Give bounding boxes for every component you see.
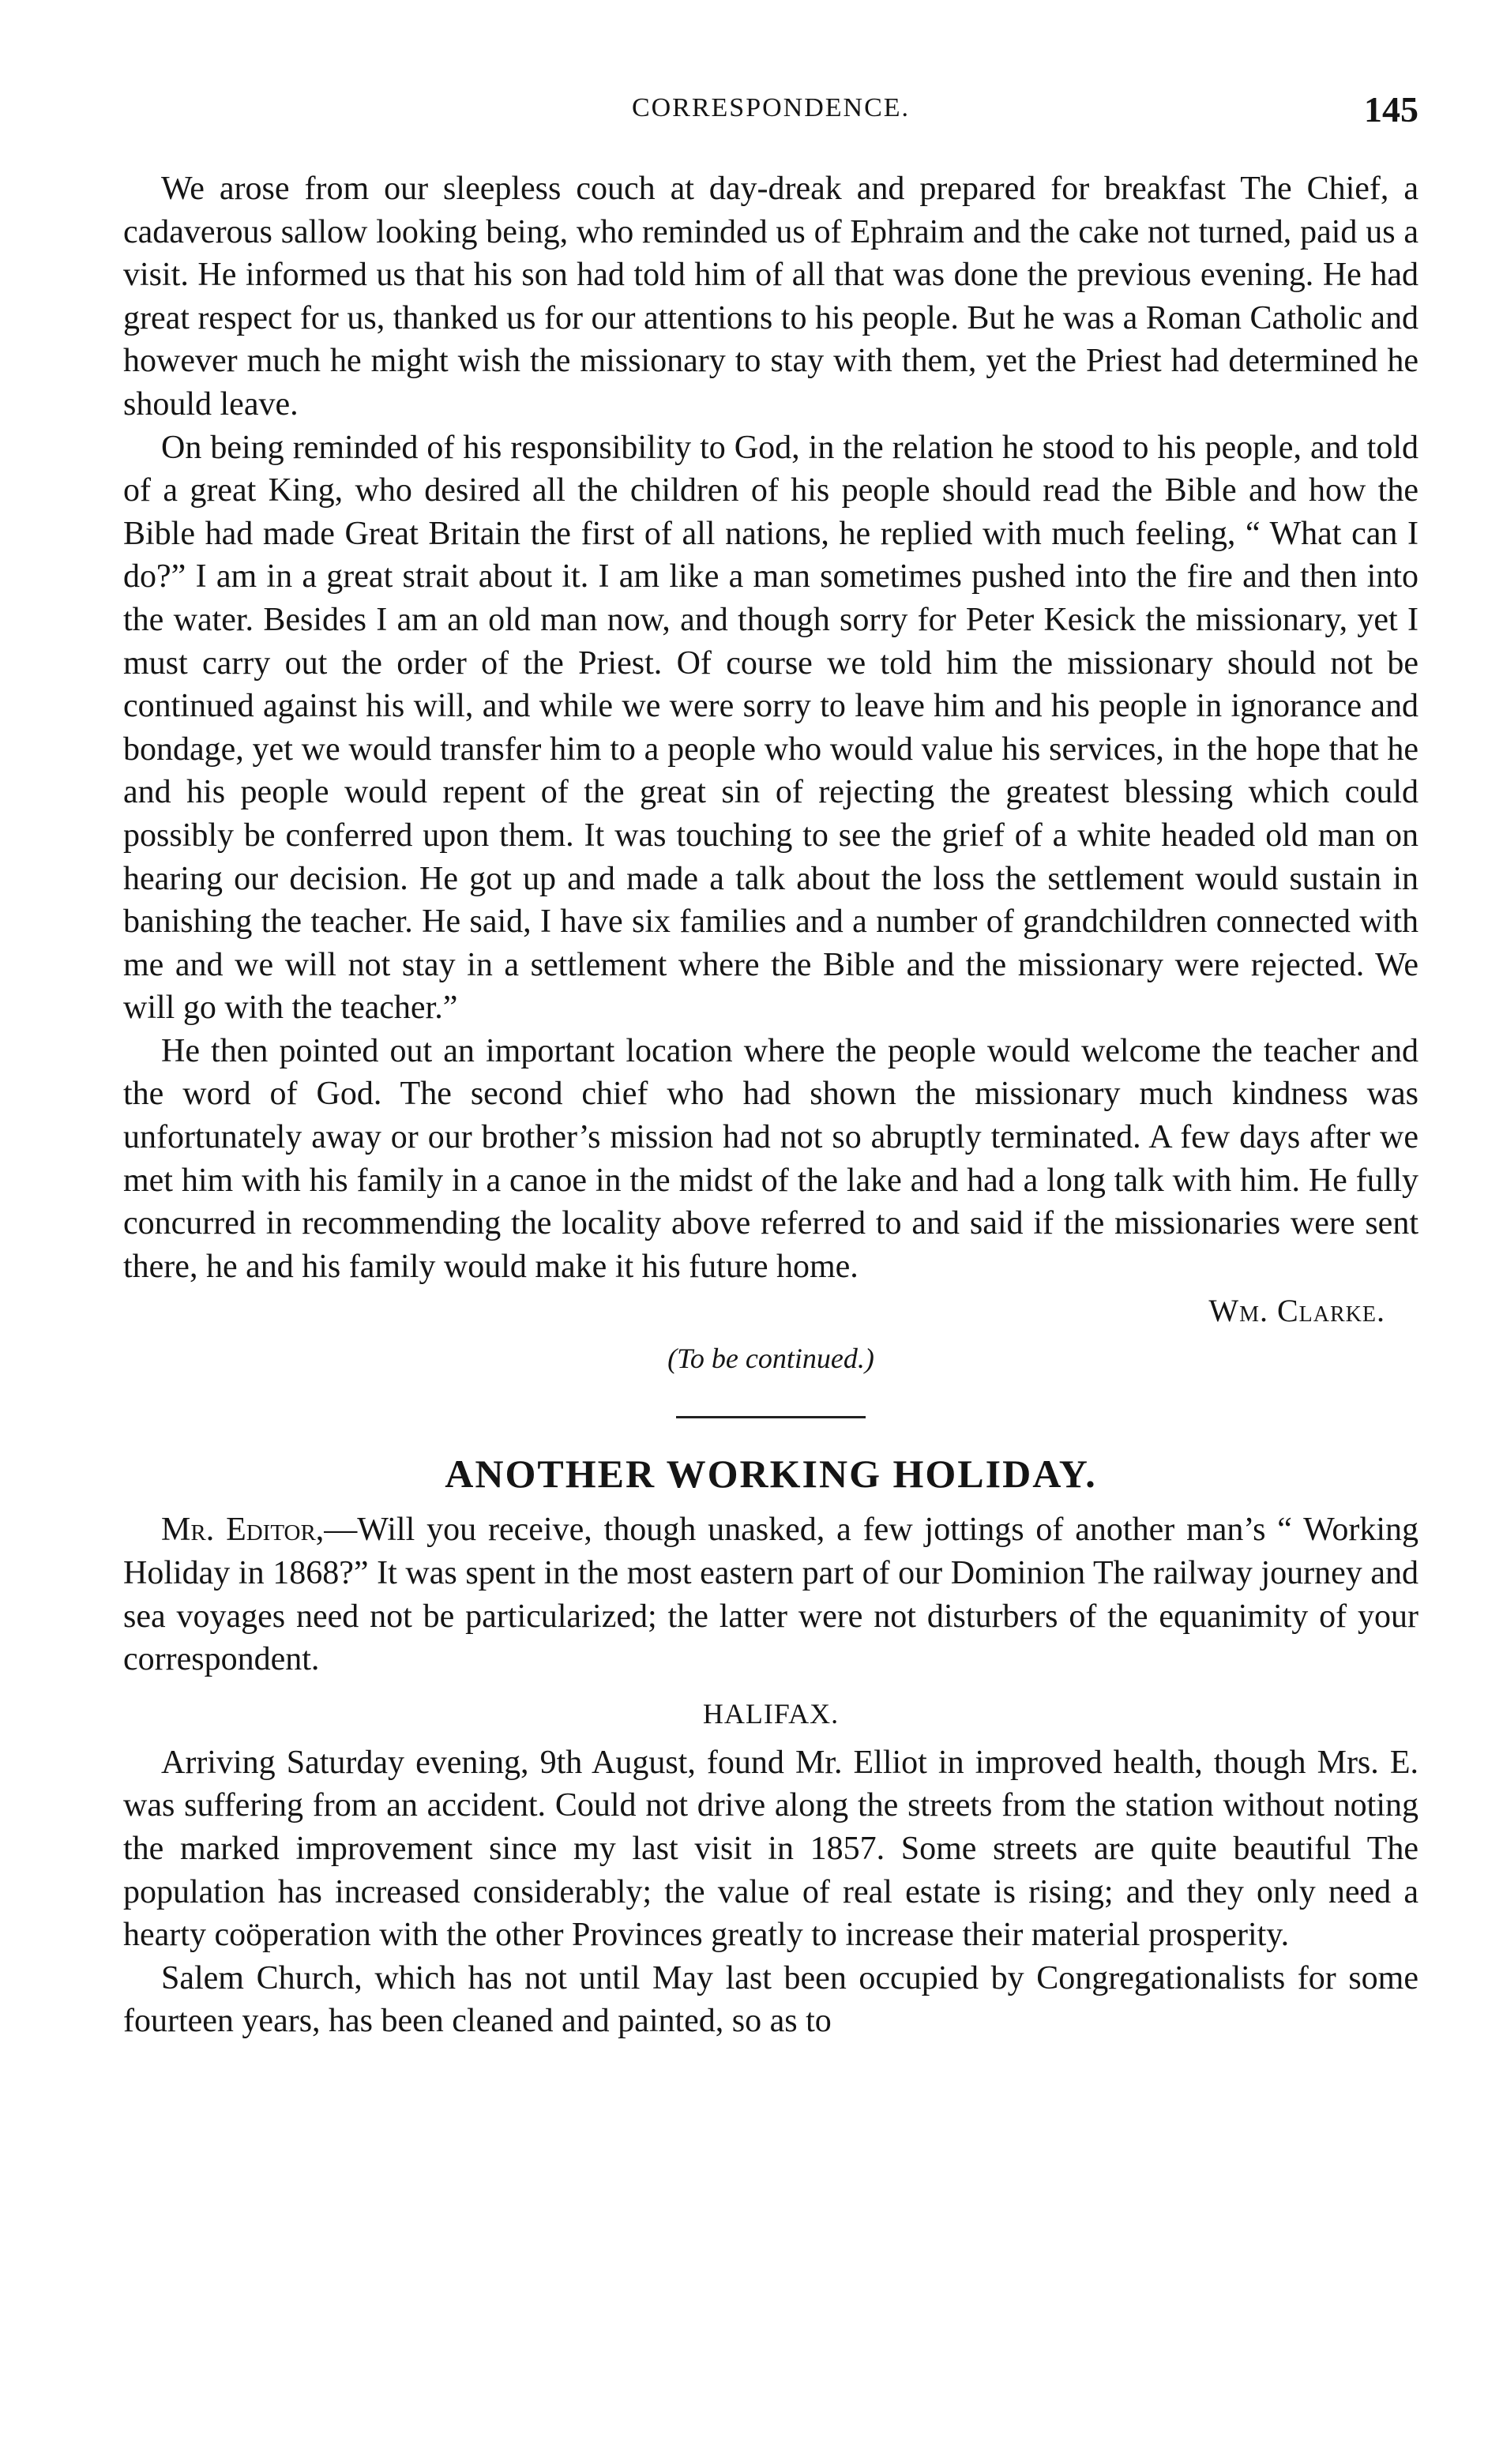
intro-text: —Will you receive, though unasked, a few jottings of another man’s “ Working Holiday in 1868?” It was spent in the most eastern part of our Dominion The railway journey and sea voyages need not be particularized; the latter were not disturbers of the equanimity of your correspondent.: [123, 1512, 1418, 1678]
paragraph: Arriving Saturday evening, 9th August, found Mr. Elliot in improved health, though Mrs. E. was suffering from an accident. Could not drive along the streets from the station without noting the marked improvement since my last visit in 1857. Some streets are quite beautiful The population has increased considerably; the value of real estate is rising; and they only need a hearty coöperation with the other Provinces greatly to increase their material prosperity.: [123, 1744, 1418, 1954]
page-number: 145: [1364, 89, 1418, 130]
running-head: [123, 89, 1418, 141]
article-intro: [123, 1508, 1418, 1681]
paragraph: On being reminded of his responsibility to God, in the relation he stood to his people, and told of a great King, who desired all the children of his people should read the Bible and how the Bible had made Great Britain the first of all nations, he replied with much feeling, “ What can I do?” I am in a great strait about it. I am like a man sometimes pushed into the fire and then into the water. Besides I am an old man now, and though sorry for Peter Kesick the missionary, yet I must carry out the order of the Priest. Of course we told him the missionary should not be continued against his will, and while we were sorry to leave him and his people in ignorance and bondage, yet we would transfer him to a people who would value his services, in the hope that he and his people would repent of the great sin of rejecting the greatest blessing which could possibly be conferred upon them. It was touching to see the grief of a white headed old man on hearing our decision. He got up and made a talk about the loss the settlement would sustain in banishing the teacher. He said, I have six families and a number of grandchildren connected with me and we will not stay in a settlement where the Bible and the missionary were rejected. We will go with the teacher.”: [123, 429, 1418, 1027]
running-head-title: CORRESPONDENCE.: [631, 93, 911, 122]
paragraph: He then pointed out an important location where the people would welcome the teacher and the word of God. The second chief who had shown the missionary much kindness was unfortunately away or our brother’s mission had not so abruptly terminated. A few days after we met him with his family in a canoe in the midst of the lake and had a long talk with him. He fully concurred in recommending the locality above referred to and said if the missionaries were sent there, he and his family would make it his future home.: [123, 1032, 1418, 1285]
paragraph: Salem Church, which has not until May last been occupied by Congregationalists for some fourteen years, has been cleaned and painted, so as to: [123, 1959, 1418, 2040]
signature: Wm. Clarke.: [1208, 1293, 1385, 1329]
paragraph: We arose from our sleepless couch at day-dreak and prepared for breakfast The Chief, a cadaverous sallow looking being, who reminded us of Ephraim and the cake not turned, paid us a visit. He informed us that his son had told him of all that was done the previous evening. He had great respect for us, thanked us for our attentions to his people. But he was a Roman Catholic and however much he might wish the missionary to stay with them, yet the Priest had determined he should leave.: [123, 171, 1418, 423]
subheading-halifax: HALIFAX.: [702, 1697, 840, 1730]
salutation: Mr. Editor,: [161, 1512, 325, 1549]
section-divider: [676, 1416, 866, 1418]
article-title: ANOTHER WORKING HOLIDAY.: [445, 1452, 1097, 1497]
to-be-continued-note: (To be continued.): [667, 1343, 874, 1375]
page-body: [123, 167, 1418, 2043]
